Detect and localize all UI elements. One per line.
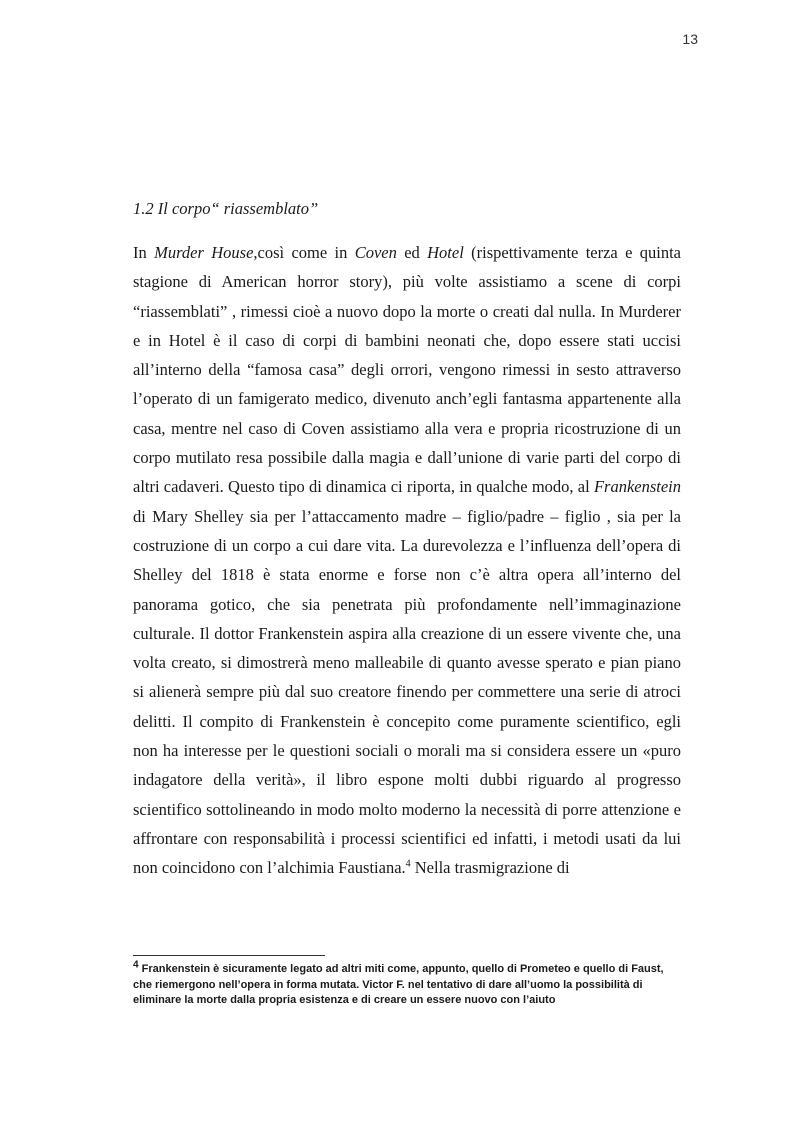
body-text-segment: In: [133, 243, 155, 262]
title-frankenstein: Frankenstein: [593, 477, 681, 497]
footnote-separator: [133, 955, 325, 956]
footnote-text: Frankenstein è sicuramente legato ad altri miti come, appunto, quello di Prometeo e quello di Faust, che riemergono nell’opera in forma mutata. Victor F. nel tentativo di dare all’uomo la possibilità di eliminare la morte dalla propria esistenza e di creare un essere nuovo con l’aiuto: [133, 963, 664, 1006]
body-text-segment: di Mary Shelley sia per l’attaccamento madre – figlio/padre – figlio , sia per la costruzione di un corpo a cui dare vita. La durevolezza e l’influenza dell’opera di Shelley del 1818 è stata enorme e forse non c’è altra opera all’interno del panorama gotico, che sia penetrata più profondamente nell’immaginazione culturale. Il dottor Frankenstein aspira alla creazione di un essere vivente che, una volta creato, si dimostrerà meno malleabile di quanto avesse sperato e pian piano si alienerà sempre più dal suo creatore finendo per commettere una serie di atroci delitti. Il compito di Frankenstein è concepito come puramente scientifico, egli non ha interesse per le questioni sociali o morali ma si considera essere un «puro indagatore della verità», il libro espone molti dubbi riguardo al progresso scientifico sottolineando in modo molto moderno la necessità di porre attenzione e affrontare con responsabilità i processi scientifici ed infatti, i metodi usati da lui non coincidono con l’alchimia Faustiana.: [133, 506, 681, 878]
footnote-marker: 4: [133, 959, 139, 971]
title-murder-house: Murder House: [154, 243, 254, 262]
title-hotel: Hotel: [427, 243, 464, 262]
body-text-segment: ed: [396, 243, 428, 262]
body-text-segment: Nella trasmigrazione di: [410, 858, 570, 878]
body-text-segment: ,così come in: [253, 243, 355, 262]
footnote-reference[interactable]: 4: [405, 858, 411, 870]
title-coven: Coven: [354, 243, 397, 262]
body-text-segment: (rispettivamente terza e quinta stagione di American horror story), più volte assistiamo a scene di corpi “riassemblati” , rimessi cioè a nuovo dopo la morte o creati dal nulla. In Murderer e in Hotel è il caso di corpi di bambini neonati che, dopo essere stati uccisi all’interno della “famosa casa” degli orrori, vengono rimessi in sesto attraverso l’operato di un famigerato medico, divenuto anch’egli fantasma appartenente alla casa, mentre nel caso di Coven assistiamo alla vera e propria ricostruzione di un corpo mutilato resa possibile dalla magia e dall’unione di varie parti del corpo di altri cadaveri. Questo tipo di dinamica ci riporta, in qualche modo, al: [133, 243, 681, 497]
body-paragraph: [133, 238, 681, 883]
page-number: 13: [682, 31, 698, 47]
footnote: [133, 959, 681, 1009]
section-heading: 1.2 Il corpo“ riassemblato”: [133, 199, 319, 218]
